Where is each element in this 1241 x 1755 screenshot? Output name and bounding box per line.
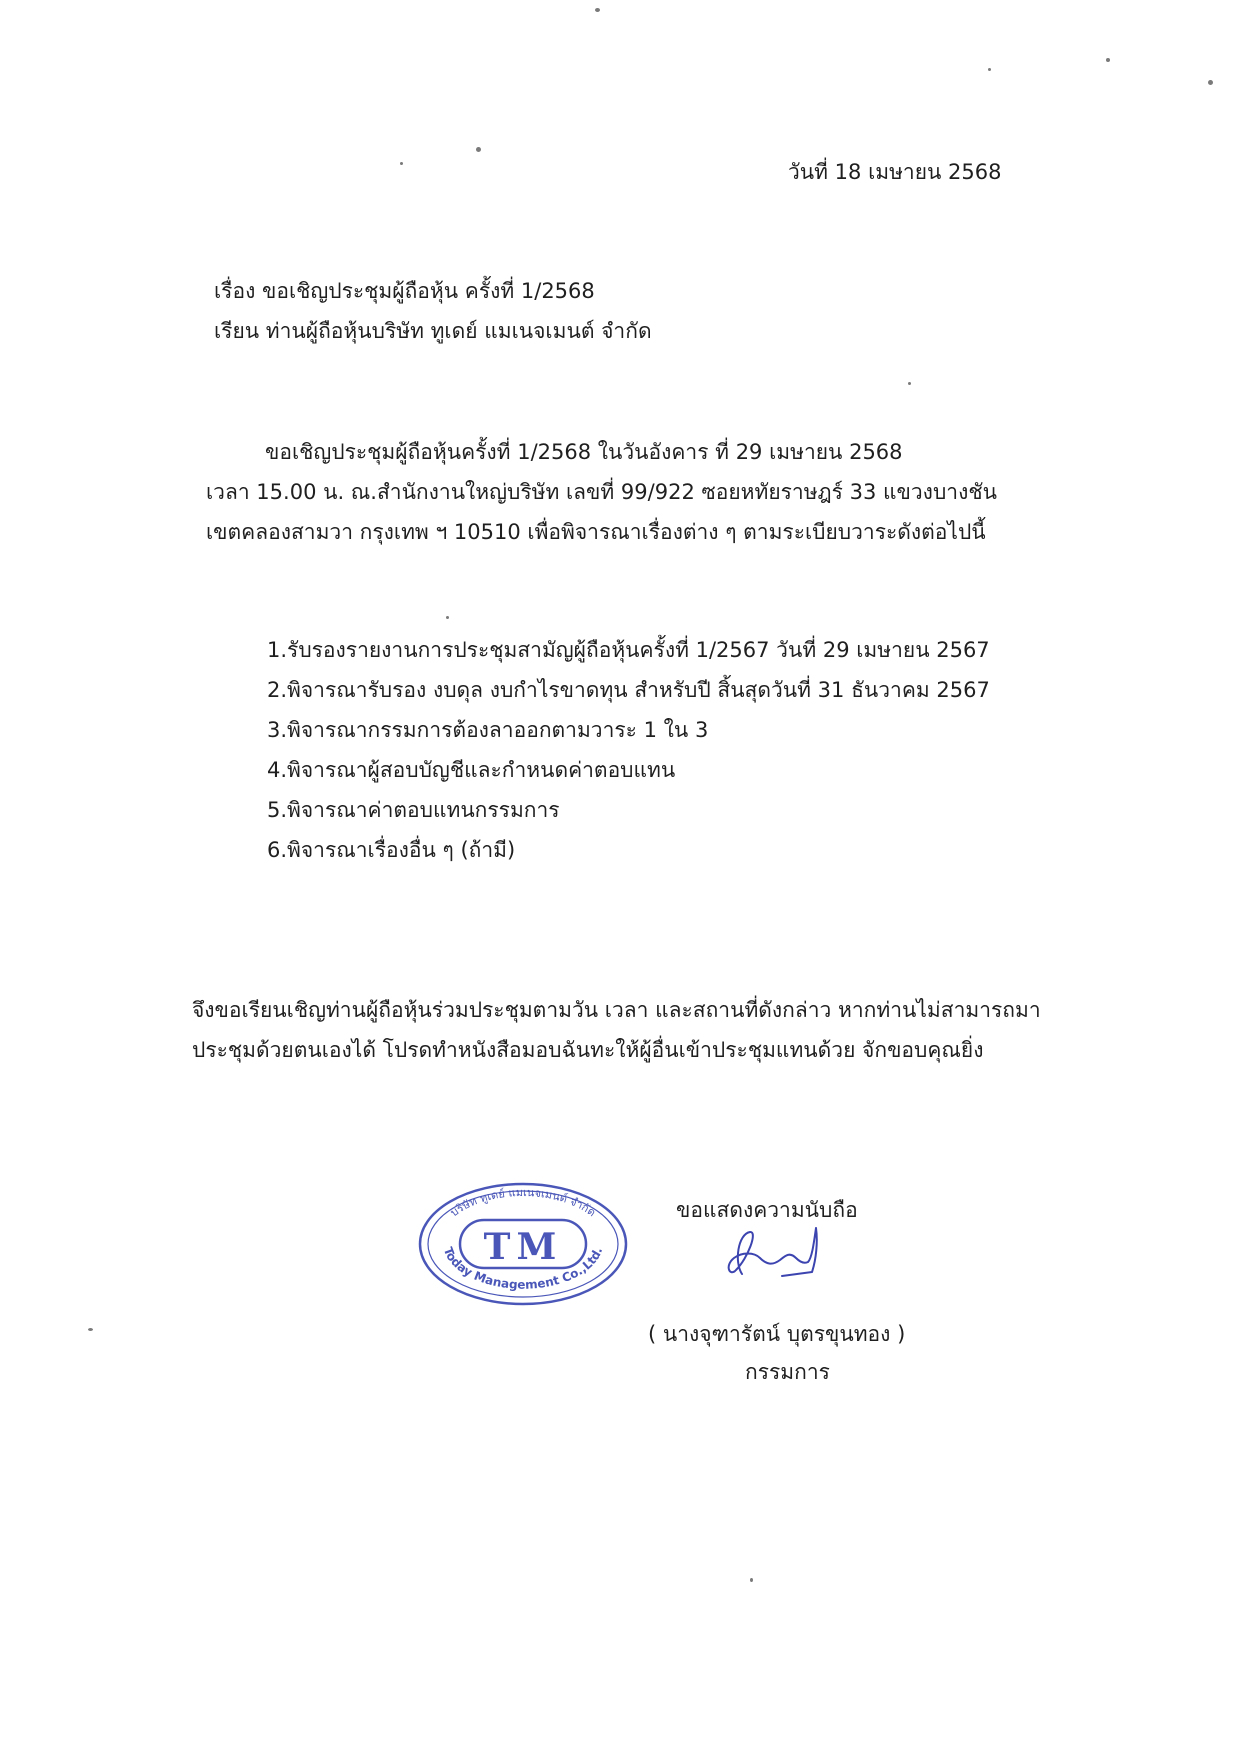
scan-speck (988, 68, 991, 71)
scan-speck (750, 1578, 753, 1582)
scan-speck (476, 147, 481, 152)
agenda-item: 6.พิจารณาเรื่องอื่น ๆ (ถ้ามี) (267, 838, 516, 862)
agenda-item: 2.พิจารณารับรอง งบดุล งบกำไรขาดทุน สำหรับปี สิ้นสุดวันที่ 31 ธันวาคม 2567 (267, 678, 990, 702)
scan-speck (446, 616, 449, 619)
signer-title: กรรมการ (745, 1360, 830, 1384)
scan-speck (88, 1328, 93, 1331)
body-line: เขตคลองสามวา กรุงเทพ ฯ 10510 เพื่อพิจารณาเรื่องต่าง ๆ ตามระเบียบวาระดังต่อไปนี้ (206, 520, 986, 544)
agenda-item: 1.รับรองรายงานการประชุมสามัญผู้ถือหุ้นครั้งที่ 1/2567 วันที่ 29 เมษายน 2567 (267, 638, 990, 662)
scan-speck (1208, 80, 1213, 85)
letter-recipient: เรียน ท่านผู้ถือหุ้นบริษัท ทูเดย์ แมเนจเมนต์ จำกัด (214, 319, 652, 343)
svg-text:Today Management Co.,Ltd.: Today Management Co.,Ltd. (440, 1245, 606, 1292)
closing-line: ประชุมด้วยตนเองได้ โปรดทำหนังสือมอบฉันทะให้ผู้อื่นเข้าประชุมแทนด้วย จักขอบคุณยิ่ง (192, 1038, 984, 1062)
scan-speck (595, 8, 600, 12)
scan-speck (1106, 58, 1110, 62)
agenda-item: 3.พิจารณากรรมการต้องลาออกตามวาระ 1 ใน 3 (267, 718, 709, 742)
scan-speck (908, 382, 911, 385)
letter-subject: เรื่อง ขอเชิญประชุมผู้ถือหุ้น ครั้งที่ 1/2568 (214, 279, 595, 303)
body-line: เวลา 15.00 น. ณ.สำนักงานใหญ่บริษัท เลขที่ 99/922 ซอยหทัยราษฎร์ 33 แขวงบางชัน (206, 480, 997, 504)
body-line: ขอเชิญประชุมผู้ถือหุ้นครั้งที่ 1/2568 ในวันอังคาร ที่ 29 เมษายน 2568 (265, 440, 903, 464)
agenda-item: 5.พิจารณาค่าตอบแทนกรรมการ (267, 798, 560, 822)
letter-date: วันที่ 18 เมษายน 2568 (788, 160, 1002, 184)
svg-text:TM: TM (483, 1226, 563, 1268)
agenda-item: 4.พิจารณาผู้สอบบัญชีและกำหนดค่าตอบแทน (267, 758, 676, 782)
regards-text: ขอแสดงความนับถือ (676, 1198, 858, 1222)
svg-text:บริษัท ทูเดย์ แมเนจเมนต์ จำกัด: บริษัท ทูเดย์ แมเนจเมนต์ จำกัด (447, 1185, 599, 1220)
closing-line: จึงขอเรียนเชิญท่านผู้ถือหุ้นร่วมประชุมตามวัน เวลา และสถานที่ดังกล่าว หากท่านไม่สามารถมา (192, 998, 1041, 1022)
signature-icon (712, 1222, 822, 1284)
scan-speck (400, 162, 403, 165)
company-stamp-icon (416, 1180, 630, 1308)
signer-name: ( นางจุฑารัตน์ บุตรขุนทอง ) (648, 1322, 906, 1346)
